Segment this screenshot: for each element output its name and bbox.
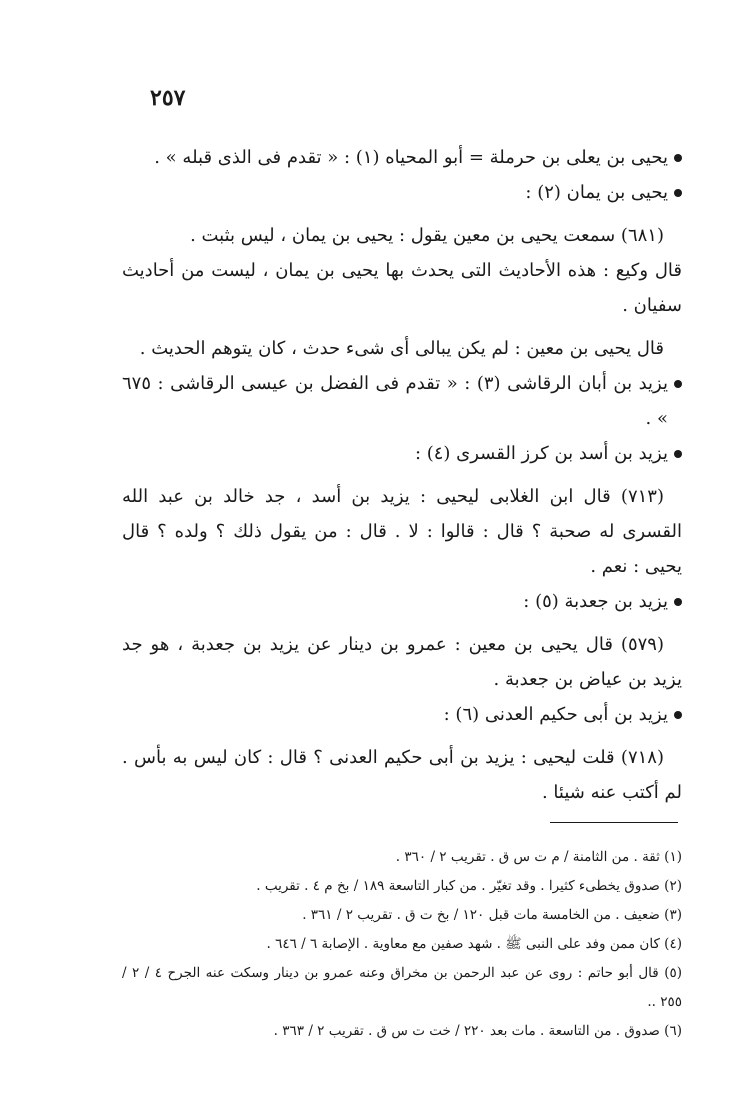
narration-paragraph: قال وكيع : هذه الأحاديث التى يحدث بها يحيى بن يمان ، ليست من أحاديث سفيان . bbox=[122, 260, 682, 316]
narration-paragraph: (٦٨١) سمعت يحيى بن معين يقول : يحيى بن يمان ، ليس بثبت . bbox=[190, 225, 664, 246]
narration-paragraph: قال يحيى بن معين : لم يكن يبالى أى شىء حدث ، كان يتوهم الحديث . bbox=[139, 338, 664, 359]
narrator-entry: يزيد بن أبى حكيم العدنى (٦) : bbox=[122, 697, 682, 732]
footnote: (٤) كان ممن وفد على النبى ﷺ . شهد صفين مع معاوية . الإصابة ٦ / ٦٤٦ . bbox=[266, 936, 682, 952]
narration-paragraph: (٧١٣) قال ابن الغلابى ليحيى : يزيد بن أسد ، جد خالد بن عبد الله القسرى له صحبة ؟ قال : قالوا : لا . قال : من يقول ذلك ؟ ولده ؟ قال يحيى : نعم . bbox=[122, 486, 682, 577]
footnote: (٣) ضعيف . من الخامسة مات قبل ١٢٠ / بخ ت ق . تقريب ٢ / ٣٦١ . bbox=[302, 907, 682, 923]
footnote: (٥) قال أبو حاتم : روى عن عبد الرحمن بن مخراق وعنه عمرو بن دينار وسكت عنه الجرح ٤ / ٢ / ٢٥٥ .. bbox=[122, 965, 683, 1010]
narrator-entry: يزيد بن جعدبة (٥) : bbox=[122, 584, 682, 619]
footnote-divider bbox=[550, 822, 678, 823]
narrator-entry: يحيى بن يعلى بن حرملة = أبو المحياه (١) : « تقدم فى الذى قبله » . bbox=[122, 140, 682, 175]
main-text bbox=[122, 140, 682, 810]
narrator-entry: يزيد بن أسد بن كرز القسرى (٤) : bbox=[122, 436, 682, 471]
page-number: ٢٥٧ bbox=[150, 85, 186, 111]
footnotes bbox=[122, 843, 682, 1046]
narration-paragraph: (٥٧٩) قال يحيى بن معين : عمرو بن دينار عن يزيد بن جعدبة ، هو جد يزيد بن عياض بن جعدبة . bbox=[122, 634, 682, 690]
narration-paragraph: (٧١٨) قلت ليحيى : يزيد بن أبى حكيم العدنى ؟ قال : كان ليس به بأس . لم أكتب عنه شيئا . bbox=[122, 747, 682, 803]
footnote: (٢) صدوق يخطىء كثيرا . وقد تغيّر . من كبار التاسعة ١٨٩ / بخ م ٤ . تقريب . bbox=[256, 878, 682, 894]
footnote: (١) ثقة . من الثامنة / م ت س ق . تقريب ٢ / ٣٦٠ . bbox=[395, 849, 682, 865]
narrator-entry: يزيد بن أبان الرقاشى (٣) : « تقدم فى الفضل بن عيسى الرقاشى : ٦٧٥ » . bbox=[122, 366, 682, 436]
narrator-entry: يحيى بن يمان (٢) : bbox=[122, 175, 682, 210]
footnote: (٦) صدوق . من التاسعة . مات بعد ٢٢٠ / خت ت س ق . تقريب ٢ / ٣٦٣ . bbox=[273, 1023, 682, 1039]
